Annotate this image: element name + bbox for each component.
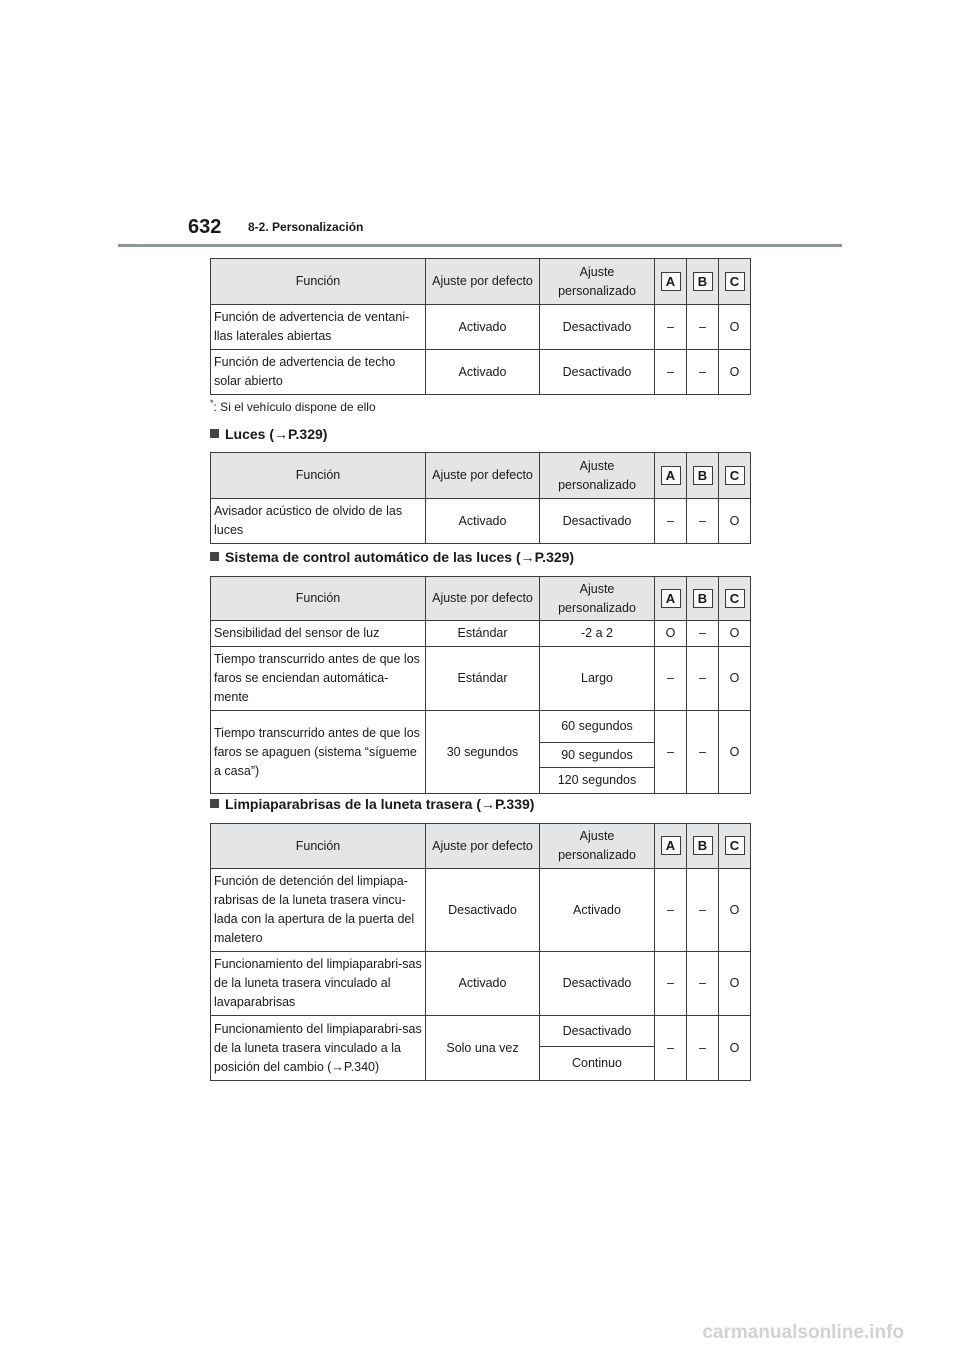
- letter-a-badge: A: [661, 272, 681, 291]
- header-a: [655, 259, 687, 305]
- table-row: [211, 952, 751, 1016]
- cell-defecto: Activado: [426, 952, 540, 1016]
- cell-c: O: [719, 647, 751, 711]
- header-a: [655, 824, 687, 869]
- cell-personalizado: Activado: [540, 869, 655, 952]
- cell-personalizado: Continuo: [540, 1047, 655, 1081]
- letter-c-badge: C: [725, 589, 745, 608]
- cell-c: O: [719, 869, 751, 952]
- cell-funcion: Avisador acústico de olvido de las luces: [211, 499, 426, 544]
- table-row: [211, 621, 751, 647]
- table-row: [211, 869, 751, 952]
- cell-c: O: [719, 711, 751, 794]
- table-header-row: [211, 824, 751, 869]
- cell-b: –: [687, 1016, 719, 1081]
- header-c: [719, 453, 751, 499]
- cell-c: O: [719, 952, 751, 1016]
- section-heading-text: Luces (→P.329): [225, 426, 328, 442]
- table-row: [211, 350, 751, 395]
- cell-c: O: [719, 499, 751, 544]
- table-row: [211, 711, 751, 743]
- table-row: [211, 647, 751, 711]
- cell-b: –: [687, 711, 719, 794]
- footnote: [210, 398, 376, 414]
- cell-personalizado: 120 segundos: [540, 768, 655, 794]
- cell-defecto: Estándar: [426, 647, 540, 711]
- cell-defecto: Activado: [426, 350, 540, 395]
- cell-personalizado: Desactivado: [540, 499, 655, 544]
- letter-c-badge: C: [725, 836, 745, 855]
- cell-defecto: Solo una vez: [426, 1016, 540, 1081]
- header-ajuste-personalizado: Ajuste personalizado: [540, 577, 655, 621]
- table-auto-luces-block: [210, 576, 750, 794]
- cell-personalizado: Desactivado: [540, 1016, 655, 1047]
- letter-b-badge: B: [693, 272, 713, 291]
- cell-funcion: Función de advertencia de techo solar abierto: [211, 350, 426, 395]
- table-limpiaparabrisas: [210, 823, 751, 1081]
- cell-b: –: [687, 869, 719, 952]
- header-ajuste-defecto: Ajuste por defecto: [426, 577, 540, 621]
- cell-defecto: Estándar: [426, 621, 540, 647]
- square-bullet-icon: [210, 799, 219, 808]
- cell-defecto: 30 segundos: [426, 711, 540, 794]
- footnote-mark: *: [210, 398, 214, 408]
- cell-personalizado: -2 a 2: [540, 621, 655, 647]
- table-limpiaparabrisas-block: [210, 823, 750, 1081]
- cell-a: –: [655, 952, 687, 1016]
- cell-c: O: [719, 305, 751, 350]
- cell-funcion: Funcionamiento del limpiaparabri-sas de la luneta trasera vinculado a la posición del cambio (→P.340): [211, 1016, 426, 1081]
- cell-b: –: [687, 350, 719, 395]
- cell-funcion: Función de advertencia de ventani-llas laterales abiertas: [211, 305, 426, 350]
- letter-a-badge: A: [661, 466, 681, 485]
- cell-b: –: [687, 499, 719, 544]
- letter-c-badge: C: [725, 466, 745, 485]
- header-ajuste-personalizado: Ajuste personalizado: [540, 259, 655, 305]
- header-funcion: Función: [211, 577, 426, 621]
- cell-c: O: [719, 350, 751, 395]
- cell-c: O: [719, 1016, 751, 1081]
- header-ajuste-defecto: Ajuste por defecto: [426, 259, 540, 305]
- cell-defecto: Desactivado: [426, 869, 540, 952]
- cell-personalizado: Desactivado: [540, 305, 655, 350]
- header-ajuste-personalizado: Ajuste personalizado: [540, 453, 655, 499]
- cell-defecto: Activado: [426, 305, 540, 350]
- cell-personalizado: Desactivado: [540, 350, 655, 395]
- cell-a: –: [655, 305, 687, 350]
- table-row: [211, 305, 751, 350]
- letter-a-badge: A: [661, 836, 681, 855]
- section-heading-text: Limpiaparabrisas de la luneta trasera (→P.339): [225, 796, 535, 812]
- header-funcion: Función: [211, 824, 426, 869]
- header-a: [655, 453, 687, 499]
- section-heading-auto-luces: [210, 549, 574, 565]
- table-luces: [210, 452, 751, 544]
- header-b: [687, 824, 719, 869]
- square-bullet-icon: [210, 429, 219, 438]
- section-title: 8-2. Personalización: [248, 220, 364, 234]
- letter-c-badge: C: [725, 272, 745, 291]
- header-b: [687, 577, 719, 621]
- cell-b: –: [687, 621, 719, 647]
- cell-personalizado: Largo: [540, 647, 655, 711]
- cell-personalizado: 60 segundos: [540, 711, 655, 743]
- cell-a: O: [655, 621, 687, 647]
- header-funcion: Función: [211, 259, 426, 305]
- header-ajuste-defecto: Ajuste por defecto: [426, 453, 540, 499]
- table-luces-block: [210, 452, 750, 544]
- header-b: [687, 453, 719, 499]
- table-row: [211, 1016, 751, 1047]
- watermark: carmanualsonline.info: [702, 1322, 904, 1343]
- table-auto-luces: [210, 576, 751, 794]
- letter-a-badge: A: [661, 589, 681, 608]
- cell-funcion: Tiempo transcurrido antes de que los faros se apaguen (sistema “sígueme a casa”): [211, 711, 426, 794]
- header-ajuste-personalizado: Ajuste personalizado: [540, 824, 655, 869]
- header-ajuste-defecto: Ajuste por defecto: [426, 824, 540, 869]
- cell-b: –: [687, 305, 719, 350]
- cell-personalizado: 90 segundos: [540, 743, 655, 768]
- footnote-text: : Si el vehículo dispone de ello: [213, 400, 376, 414]
- cell-a: –: [655, 711, 687, 794]
- table-window-warnings: [210, 258, 751, 395]
- cell-a: –: [655, 499, 687, 544]
- cell-c: O: [719, 621, 751, 647]
- section-heading-luces: [210, 426, 327, 442]
- header-c: [719, 259, 751, 305]
- letter-b-badge: B: [693, 466, 713, 485]
- header-funcion: Función: [211, 453, 426, 499]
- header-divider: [118, 244, 842, 247]
- header-c: [719, 577, 751, 621]
- cell-a: –: [655, 350, 687, 395]
- letter-b-badge: B: [693, 589, 713, 608]
- cell-funcion: Sensibilidad del sensor de luz: [211, 621, 426, 647]
- cell-b: –: [687, 952, 719, 1016]
- letter-b-badge: B: [693, 836, 713, 855]
- page-number: 632: [188, 216, 222, 238]
- table-header-row: [211, 259, 751, 305]
- cell-personalizado: Desactivado: [540, 952, 655, 1016]
- cell-a: –: [655, 647, 687, 711]
- cell-funcion: Funcionamiento del limpiaparabri-sas de la luneta trasera vinculado al lavaparabrisas: [211, 952, 426, 1016]
- section-heading-text: Sistema de control automático de las luces (→P.329): [225, 549, 575, 565]
- header-c: [719, 824, 751, 869]
- cell-a: –: [655, 869, 687, 952]
- header-b: [687, 259, 719, 305]
- table-row: [211, 499, 751, 544]
- section-heading-limpiaparabrisas: [210, 796, 534, 812]
- cell-a: –: [655, 1016, 687, 1081]
- cell-funcion: Tiempo transcurrido antes de que los faros se enciendan automática-mente: [211, 647, 426, 711]
- table-window-warnings-block: [210, 258, 750, 395]
- square-bullet-icon: [210, 552, 219, 561]
- cell-defecto: Activado: [426, 499, 540, 544]
- cell-b: –: [687, 647, 719, 711]
- table-header-row: [211, 453, 751, 499]
- table-header-row: [211, 577, 751, 621]
- header-a: [655, 577, 687, 621]
- cell-funcion: Función de detención del limpiapa-rabrisas de la luneta trasera vincu-lada con la apertura de la puerta del maletero: [211, 869, 426, 952]
